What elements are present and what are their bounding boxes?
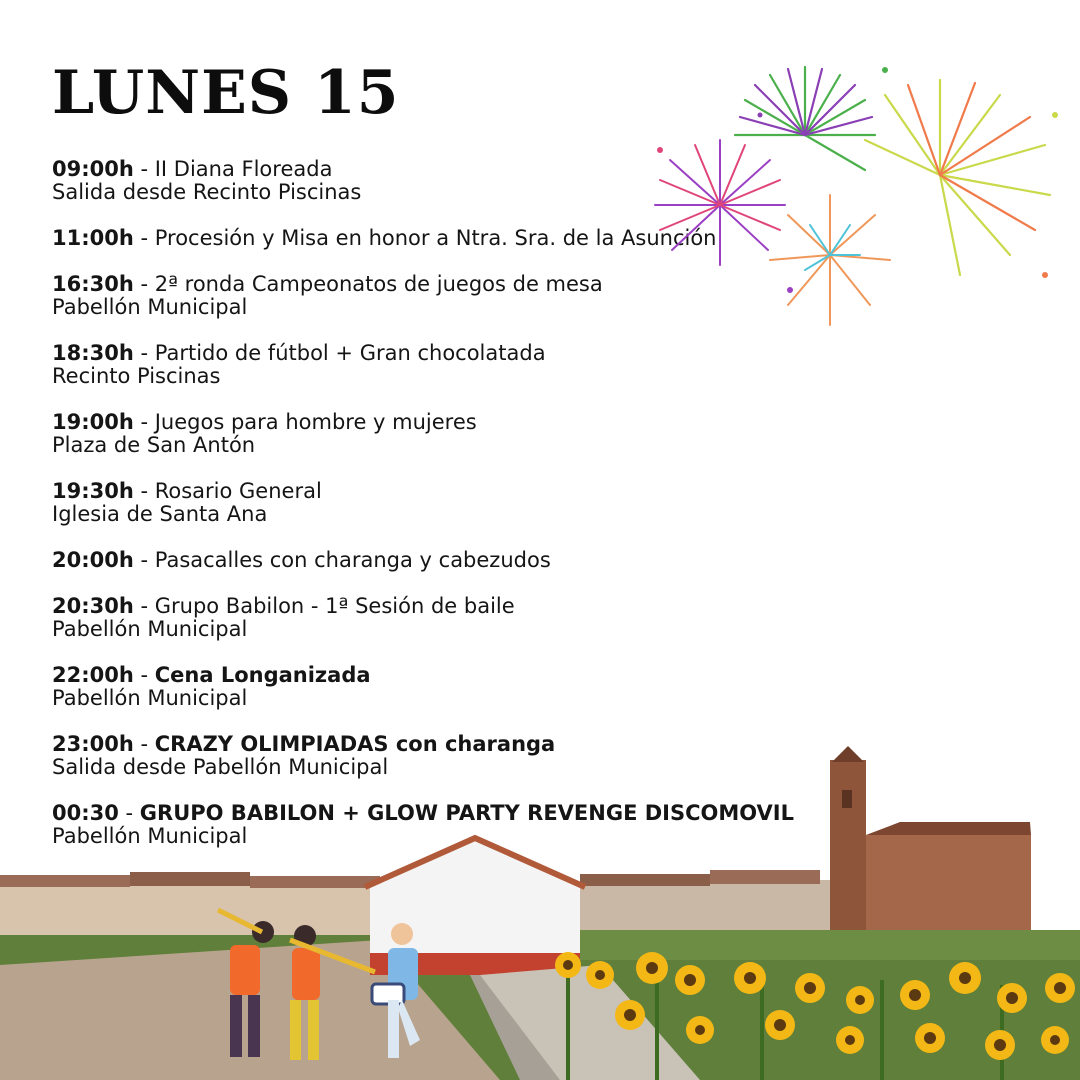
event-time: 22:00h xyxy=(52,663,134,687)
event-time: 09:00h xyxy=(52,157,134,181)
village-scene xyxy=(0,740,1080,1080)
event-sep: - xyxy=(133,594,155,618)
event-item xyxy=(52,549,852,572)
event-time: 11:00h xyxy=(52,226,134,250)
event-place: Pabellón Municipal xyxy=(52,295,248,319)
event-time: 19:00h xyxy=(52,410,134,434)
event-time: 20:00h xyxy=(52,548,134,572)
event-sep: - xyxy=(133,548,155,572)
event-name-bold: Cena Longanizada xyxy=(154,663,371,687)
event-item xyxy=(52,411,852,457)
event-time: 16:30h xyxy=(52,272,134,296)
event-place: Pabellón Municipal xyxy=(52,686,248,710)
event-place: Pabellón Municipal xyxy=(52,824,248,848)
event-sep: - xyxy=(133,226,155,250)
event-sep: - xyxy=(133,663,155,687)
firework-burst-orange xyxy=(770,195,890,325)
event-name: II Diana Floreada xyxy=(154,157,333,181)
event-item xyxy=(52,664,852,710)
event-name: Rosario General xyxy=(154,479,322,503)
event-time: 18:30h xyxy=(52,341,134,365)
event-line xyxy=(52,480,852,503)
event-sep: - xyxy=(133,157,155,181)
event-item xyxy=(52,342,852,388)
event-place: Plaza de San Antón xyxy=(52,433,256,457)
event-item xyxy=(52,595,852,641)
event-sep: - xyxy=(133,410,155,434)
event-sep: - xyxy=(118,801,140,825)
event-time: 00:30 xyxy=(52,801,119,825)
event-line xyxy=(52,549,852,572)
event-sep: - xyxy=(133,272,155,296)
event-time: 19:30h xyxy=(52,479,134,503)
event-line xyxy=(52,411,852,434)
event-line xyxy=(52,664,852,687)
event-place: Iglesia de Santa Ana xyxy=(52,502,268,526)
event-sep: - xyxy=(133,732,155,756)
firework-burst-yellow xyxy=(865,80,1050,275)
event-name: Procesión y Misa en honor a Ntra. Sra. de la Asunción xyxy=(154,226,717,250)
event-place: Recinto Piscinas xyxy=(52,364,221,388)
event-sep: - xyxy=(133,341,155,365)
event-name: Pasacalles con charanga y cabezudos xyxy=(154,548,551,572)
firework-burst-green xyxy=(735,67,875,170)
event-line xyxy=(52,595,852,618)
event-name: Juegos para hombre y mujeres xyxy=(154,410,477,434)
page-title: LUNES 15 xyxy=(52,58,400,128)
church-icon xyxy=(830,746,1031,930)
event-name: Partido de fútbol + Gran chocolatada xyxy=(154,341,546,365)
event-sep: - xyxy=(133,479,155,503)
fireworks-icon xyxy=(640,55,1070,345)
event-name-bold: GRUPO BABILON + GLOW PARTY REVENGE DISCOMOVIL xyxy=(139,801,794,825)
event-item xyxy=(52,480,852,526)
event-name-bold: CRAZY OLIMPIADAS con charanga xyxy=(154,732,556,756)
event-name: Grupo Babilon - 1ª Sesión de baile xyxy=(154,594,515,618)
event-name: 2ª ronda Campeonatos de juegos de mesa xyxy=(154,272,603,296)
firework-sparks xyxy=(657,67,1058,293)
event-time: 23:00h xyxy=(52,732,134,756)
firework-burst-purple xyxy=(655,140,785,265)
event-place: Pabellón Municipal xyxy=(52,617,248,641)
event-time: 20:30h xyxy=(52,594,134,618)
event-place: Salida desde Recinto Piscinas xyxy=(52,180,362,204)
event-line xyxy=(52,342,852,365)
event-place: Salida desde Pabellón Municipal xyxy=(52,755,389,779)
